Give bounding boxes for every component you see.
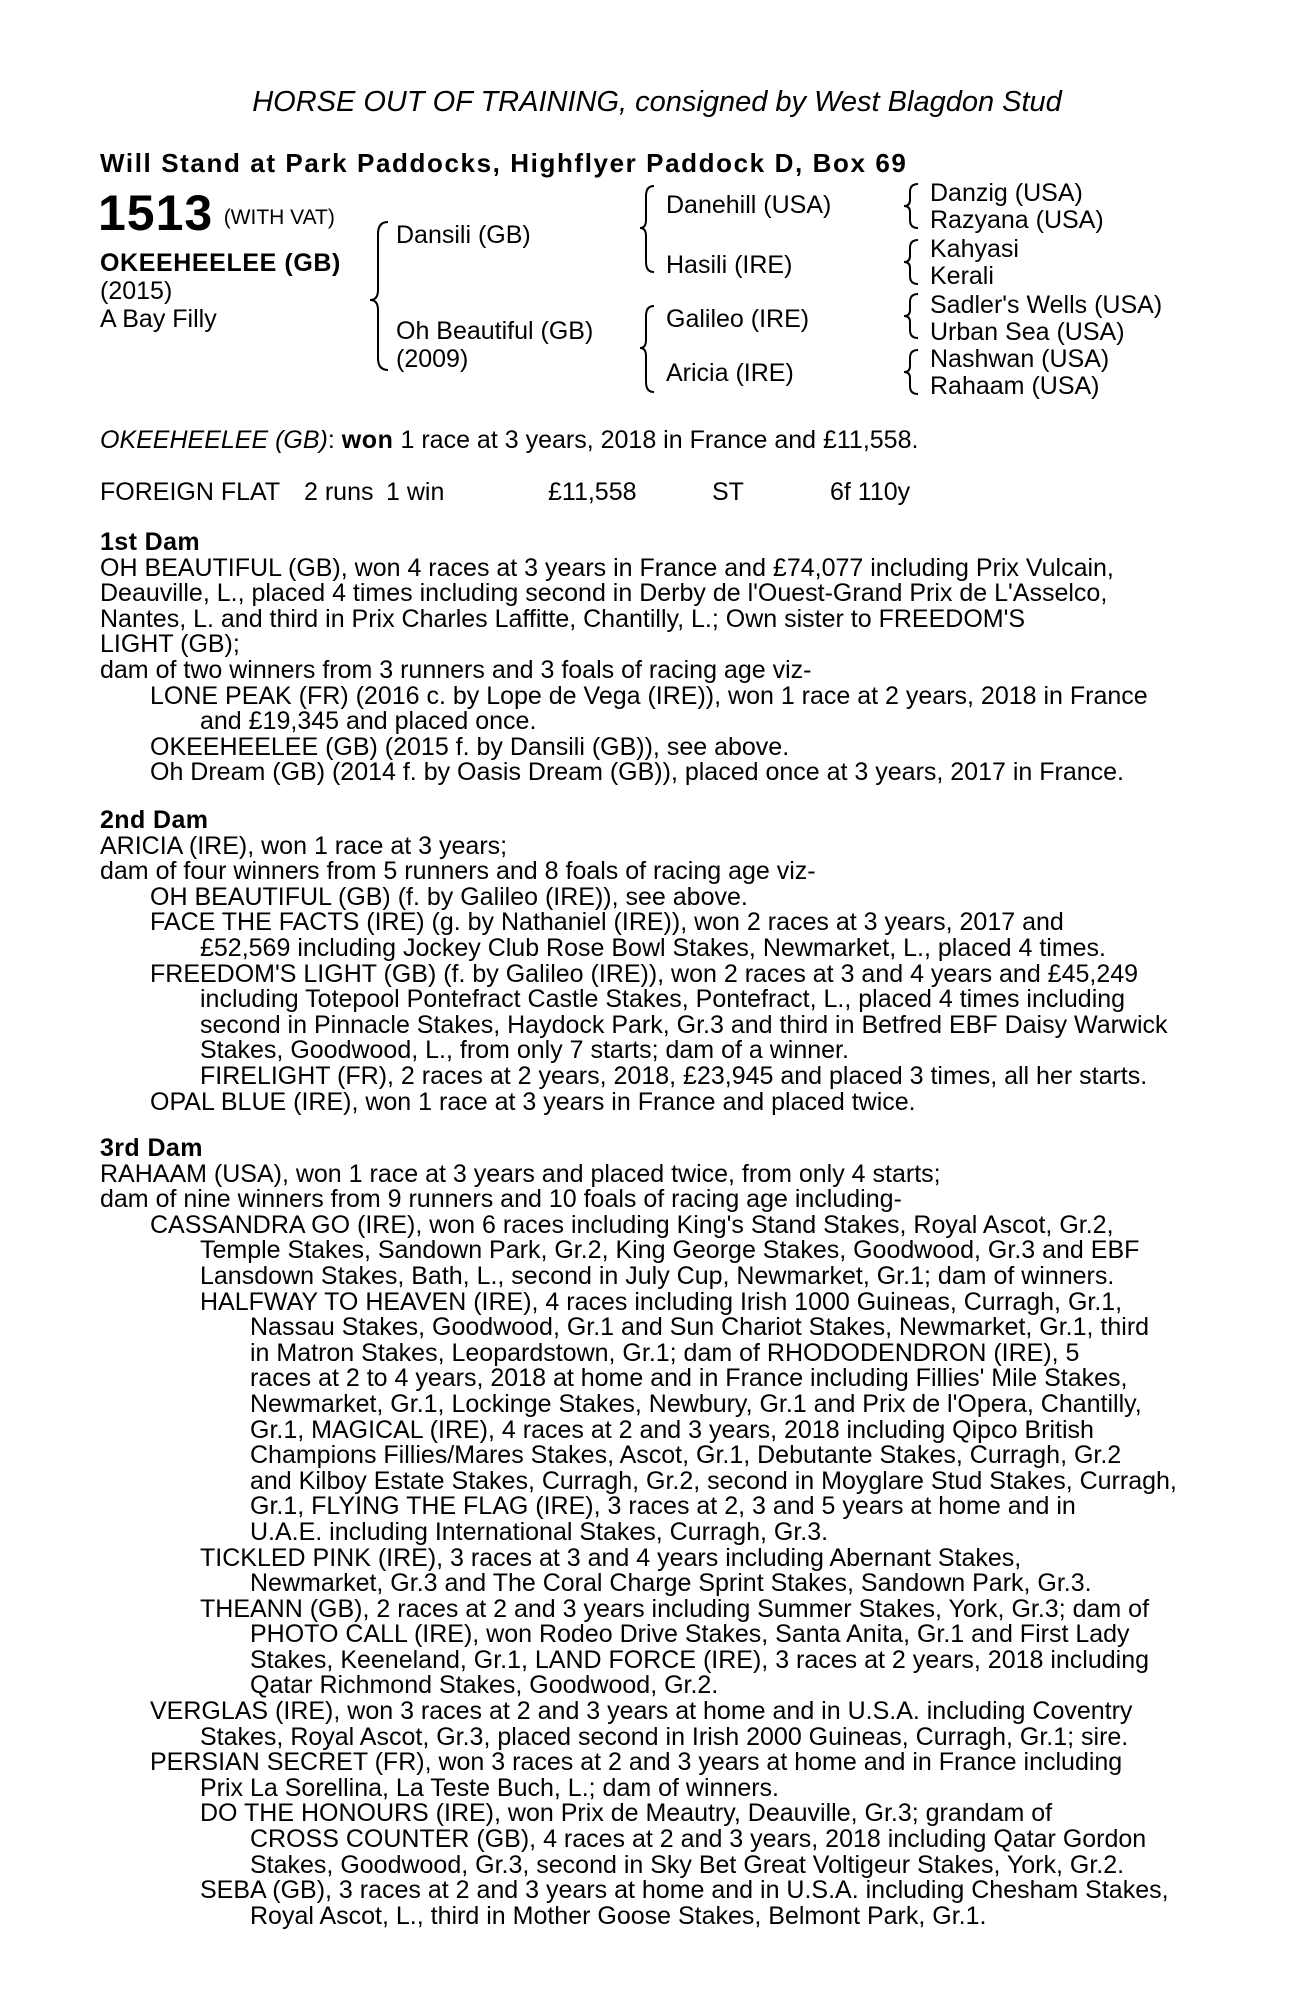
third-dam-line: Nassau Stakes, Goodwood, Gr.1 and Sun Chariot Stakes, Newmarket, Gr.1, third [250,1313,1150,1342]
pedigree-dam-dam: Aricia (IRE) [666,359,794,387]
third-dam-line: and Kilboy Estate Stakes, Curragh, Gr.2, second in Moyglare Stud Stakes, Curragh, [250,1466,1177,1495]
horse-year: (2015) [100,277,173,305]
pedigree-gen3-3: Kahyasi [930,235,1019,263]
second-dam-line: FACE THE FACTS (IRE) (g. by Nathaniel (IRE)), won 2 races at 3 years, 2017 and [150,908,1064,937]
first-dam-line: dam of two winners from 3 runners and 3 foals of racing age viz- [100,655,812,684]
first-dam-line: Nantes, L. and third in Prix Charles Laffitte, Chantilly, L.; Own sister to FREEDOM'S [100,604,1026,633]
second-dam-line: £52,569 including Jockey Club Rose Bowl Stakes, Newmarket, L., placed 4 times. [200,933,1107,962]
horse-description: A Bay Filly [100,305,217,333]
summary-won: won [341,426,394,454]
record-going: ST [712,478,744,506]
second-dam-section [100,808,1205,1115]
first-dam-line: OKEEHEELEE (GB) (2015 f. by Dansili (GB)), see above. [150,732,790,761]
third-dam-line: DO THE HONOURS (IRE), won Prix de Meautry, Deauville, Gr.3; grandam of [200,1799,1053,1828]
third-dam-line: Newmarket, Gr.3 and The Coral Charge Sprint Stakes, Sandown Park, Gr.3. [250,1569,1092,1598]
record-type: FOREIGN FLAT [100,478,281,506]
first-dam-line: LONE PEAK (FR) (2016 c. by Lope de Vega (IRE)), won 1 race at 2 years, 2018 in France [150,681,1148,710]
pedigree-gen3-6: Urban Sea (USA) [930,318,1125,346]
second-dam-line: OPAL BLUE (IRE), won 1 race at 3 years in France and placed twice. [150,1087,916,1116]
summary-name: OKEEHEELEE (GB) [100,426,328,454]
summary-colon: : [327,426,335,454]
third-dam-line: TICKLED PINK (IRE), 3 races at 3 and 4 years including Abernant Stakes, [200,1543,1022,1572]
pedigree-gen3-2: Razyana (USA) [930,206,1104,234]
third-dam-line: Gr.1, MAGICAL (IRE), 4 races at 2 and 3 years, 2018 including Qipco British [250,1415,1094,1444]
third-dam-line: Lansdown Stakes, Bath, L., second in July Cup, Newmarket, Gr.1; dam of winners. [200,1261,1115,1290]
pedigree-dam-year: (2009) [396,345,469,373]
pedigree-gen3-8: Rahaam (USA) [930,372,1100,400]
third-dam-line: Gr.1, FLYING THE FLAG (IRE), 3 races at 2, 3 and 5 years at home and in [250,1492,1076,1521]
third-dam-line: HALFWAY TO HEAVEN (IRE), 4 races including Irish 1000 Guineas, Curragh, Gr.1, [200,1287,1123,1316]
third-dam-line: Royal Ascot, L., third in Mother Goose Stakes, Belmont Park, Gr.1. [250,1901,987,1930]
pedigree-gen3-5: Sadler's Wells (USA) [930,291,1163,319]
third-dam-line: Prix La Sorellina, La Teste Buch, L.; dam of winners. [200,1773,780,1802]
second-dam-line: Stakes, Goodwood, L., from only 7 starts; dam of a winner. [200,1036,849,1065]
third-dam-line: Qatar Richmond Stakes, Goodwood, Gr.2. [250,1671,719,1700]
first-dam-line: OH BEAUTIFUL (GB), won 4 races at 3 years in France and £74,077 including Prix Vulcain, [100,553,1114,582]
third-dam-line: Stakes, Keeneland, Gr.1, LAND FORCE (IRE), 3 races at 2 years, 2018 including [250,1645,1150,1674]
pedigree-gen3-4: Kerali [930,262,994,290]
first-dam-line: LIGHT (GB); [100,630,240,659]
summary-rest: 1 race at 3 years, 2018 in France and £11,558. [393,426,919,454]
pedigree-sire-sire: Danehill (USA) [666,191,832,219]
first-dam-heading: 1st Dam [100,528,201,556]
second-dam-line: second in Pinnacle Stakes, Haydock Park, Gr.3 and third in Betfred EBF Daisy Warwick [200,1010,1168,1039]
third-dam-line: CASSANDRA GO (IRE), won 6 races including King's Stand Stakes, Royal Ascot, Gr.2, [150,1210,1114,1239]
third-dam-line: in Matron Stakes, Leopardstown, Gr.1; dam of RHODODENDRON (IRE), 5 [250,1338,1080,1367]
second-dam-line: including Totepool Pontefract Castle Stakes, Pontefract, L., placed 4 times including [200,985,1126,1014]
pedigree-gen3-7: Nashwan (USA) [930,345,1110,373]
first-dam-line: and £19,345 and placed once. [200,707,537,736]
third-dam-line: Champions Fillies/Mares Stakes, Ascot, Gr.1, Debutante Stakes, Curragh, Gr.2 [250,1441,1122,1470]
second-dam-line: FIRELIGHT (FR), 2 races at 2 years, 2018, £23,945 and placed 3 times, all her starts. [200,1061,1148,1090]
second-dam-heading: 2nd Dam [100,806,209,834]
second-dam-line: ARICIA (IRE), won 1 race at 3 years; [100,831,508,860]
third-dam-line: CROSS COUNTER (GB), 4 races at 2 and 3 years, 2018 including Qatar Gordon [250,1825,1147,1854]
second-dam-line: OH BEAUTIFUL (GB) (f. by Galileo (IRE)), see above. [150,882,748,911]
horse-name: OKEEHEELEE (GB) [100,249,341,277]
third-dam-line: VERGLAS (IRE), won 3 races at 2 and 3 years at home and in U.S.A. including Coventry [150,1697,1133,1726]
race-summary [100,427,918,453]
third-dam-line: Temple Stakes, Sandown Park, Gr.2, King George Stakes, Goodwood, Gr.3 and EBF [200,1236,1140,1265]
third-dam-section [100,1136,1205,1929]
pedigree-sire: Dansili (GB) [396,221,531,249]
page-header: HORSE OUT OF TRAINING, consigned by West Blagdon Stud [252,86,1062,118]
pedigree-dam-sire: Galileo (IRE) [666,305,810,333]
record-wins: 1 win [386,478,445,506]
vat-note: (WITH VAT) [223,206,335,229]
pedigree-dam: Oh Beautiful (GB) [396,317,594,345]
pedigree-braces [0,0,1314,420]
third-dam-line: PERSIAN SECRET (FR), won 3 races at 2 and 3 years at home and in France including [150,1748,1123,1777]
pedigree-sire-dam: Hasili (IRE) [666,251,793,279]
lot-number-value: 1513 [98,185,214,241]
third-dam-line: races at 2 to 4 years, 2018 at home and in France including Fillies' Mile Stakes, [250,1364,1128,1393]
third-dam-line: SEBA (GB), 3 races at 2 and 3 years at home and in U.S.A. including Chesham Stakes, [200,1876,1169,1905]
third-dam-line: U.A.E. including International Stakes, Curragh, Gr.3. [250,1517,829,1546]
third-dam-line: PHOTO CALL (IRE), won Rodeo Drive Stakes, Santa Anita, Gr.1 and First Lady [250,1620,1130,1649]
third-dam-line: Newmarket, Gr.1, Lockinge Stakes, Newbury, Gr.1 and Prix de l'Opera, Chantilly, [250,1389,1142,1418]
first-dam-section [100,530,1205,786]
second-dam-line: FREEDOM'S LIGHT (GB) (f. by Galileo (IRE)), won 2 races at 3 and 4 years and £45,249 [150,959,1139,988]
stand-location: Will Stand at Park Paddocks, Highflyer Paddock D, Box 69 [100,148,908,178]
first-dam-line: Deauville, L., placed 4 times including second in Derby de l'Ouest-Grand Prix de L'Asselco, [100,579,1108,608]
third-dam-line: Stakes, Royal Ascot, Gr.3, placed second in Irish 2000 Guineas, Curragh, Gr.1; sire. [200,1722,1129,1751]
third-dam-line: Stakes, Goodwood, Gr.3, second in Sky Bet Great Voltigeur Stakes, York, Gr.2. [250,1850,1125,1879]
record-distance: 6f 110y [830,478,911,506]
third-dam-line: RAHAAM (USA), won 1 race at 3 years and placed twice, from only 4 starts; [100,1159,941,1188]
second-dam-line: dam of four winners from 5 runners and 8 foals of racing age viz- [100,857,816,886]
third-dam-line: THEANN (GB), 2 races at 2 and 3 years including Summer Stakes, York, Gr.3; dam of [200,1594,1150,1623]
third-dam-heading: 3rd Dam [100,1134,203,1162]
third-dam-line: dam of nine winners from 9 runners and 10 foals of racing age including- [100,1185,902,1214]
record-runs: 2 runs [304,478,374,506]
pedigree-gen3-1: Danzig (USA) [930,179,1083,207]
first-dam-line: Oh Dream (GB) (2014 f. by Oasis Dream (GB)), placed once at 3 years, 2017 in France. [150,758,1124,787]
record-prize: £11,558 [548,478,637,506]
